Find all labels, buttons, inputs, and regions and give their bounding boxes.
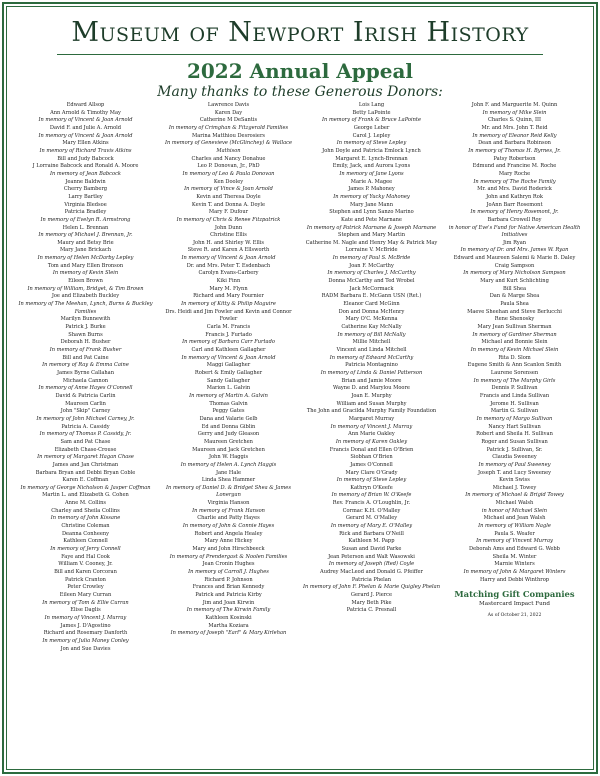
donor-name: Gerard M. O'Malley <box>345 515 398 522</box>
memorial-note: In memory of Paul S. McBride <box>332 255 411 262</box>
donor-name: Catherine M DeSantis <box>199 117 258 124</box>
donor-name: Peter Crowley <box>67 584 104 591</box>
donor-name: Dean and Barbara Robinson <box>478 140 551 147</box>
memorial-note: In memory of Julia Maney Conley <box>42 637 129 644</box>
donor-name: Rev. Francis A. O'Loughlin, Jr. <box>332 500 411 507</box>
memorial-note: In memory of Kevin Slein <box>52 270 119 277</box>
donor-name: Ann Marie Oakley <box>348 431 395 438</box>
title-divider <box>57 54 543 55</box>
donor-name: Francis J. Furtado <box>205 331 252 338</box>
donor-name: Michaela Cannon <box>62 377 109 384</box>
donor-name: Joe and Elizabeth Buckley <box>51 293 120 300</box>
donor-name: Kevin T. and Donna A. Doyle <box>191 201 266 208</box>
donor-name: Donna McCarthy and Ted Wrobel <box>328 278 415 285</box>
donor-name: William V. Cooney, Jr. <box>58 561 113 568</box>
donor-name: Kiki Finn <box>216 278 241 285</box>
donor-name: Patrick J. Sullivan, Sr. <box>486 446 543 453</box>
donor-name: Jerome H. Sullivan <box>490 400 539 407</box>
donor-name: Michael J. Towey <box>492 484 537 491</box>
memorial-note: In memory of Vince & Joan Arnold <box>184 186 273 193</box>
donor-name: Mary Jane Brickach <box>59 247 112 254</box>
donor-name: Bill and Pat Caine <box>62 354 109 361</box>
donor-name: Kate and Pete Marnane <box>341 216 402 223</box>
memorial-note: In memory of John Michael Carney, Jr. <box>36 415 135 422</box>
memorial-note: In memory of Mike Slein <box>482 109 547 116</box>
donor-name: Eileen Mary Curran <box>59 592 112 598</box>
memorial-note: In memory of The Roche Family <box>473 178 556 185</box>
memorial-note: In memory of The Meehan, Lynch, Burns & Buckley Families <box>18 301 153 315</box>
donor-name: Joan E. Murphy <box>351 392 392 399</box>
donor-column-4 <box>443 102 586 762</box>
donor-name: Ed and Donna Giblin <box>201 423 256 430</box>
donor-name: RADM Barbara E. McGann USN (Ret.) <box>321 293 422 300</box>
donor-name: Dan & Marge Shea <box>489 293 540 300</box>
header <box>0 18 600 101</box>
memorial-note: In memory of Margaret Hagan Chase <box>37 454 134 461</box>
memorial-note: In memory of Yucky Mahoney <box>333 193 410 200</box>
donor-name: Laurene Sorensen <box>490 369 539 376</box>
memorial-note: In memory of Paul Sweeney <box>478 461 551 468</box>
donor-name: Charlie and Patty Hayes <box>197 515 260 522</box>
memorial-note: In memory of The Murphy Girls <box>473 377 556 384</box>
donor-name: Joseph T. and Lucy Sweeney <box>477 469 552 476</box>
donor-name: Patrick J. Burke <box>65 324 106 331</box>
memorial-note: In memory of Frank Busher <box>49 347 122 353</box>
donor-column-3 <box>300 102 443 762</box>
memorial-note: In memory of Dr. and Mrs. James W. Ryan <box>460 247 569 254</box>
donor-name: Sheila M. Winter <box>492 553 537 560</box>
donor-name: Mary Roche <box>498 170 531 177</box>
memorial-note: In memory of Vincent & Joan Arnold <box>38 132 133 139</box>
donor-column-1 <box>14 102 157 762</box>
donor-name: Mary Jean Sullivan Sherman <box>477 324 552 331</box>
donor-name: Mary O'C. McKenna <box>345 316 398 323</box>
memorial-note: In memory of Eleanor Reid Kelly <box>472 132 557 139</box>
donor-name: Kathryn O'Keefe <box>350 484 393 491</box>
memorial-note: In memory of Carroll J. Hughes <box>188 569 269 576</box>
donor-name: Dennis P. Sullivan <box>491 385 538 392</box>
donor-name: Jim Ryan <box>502 239 527 246</box>
donor-name: Robert and Angela Healey <box>194 530 263 537</box>
memorial-note: In memory of Crimghan & Fitzgerald Families <box>168 124 289 131</box>
donor-name: Sam and Pat Chase <box>60 438 111 445</box>
donor-name: Catherine M. Nagle and Henry May & Patrick May <box>305 239 438 246</box>
donor-name: Charles S. Quinn, III <box>488 117 541 124</box>
memorial-note: In memory of Bill McNally <box>337 331 406 338</box>
donor-name: Rick and Barbara O'Neill <box>339 530 404 537</box>
memorial-note: In memory of Genevieve (McGlinchey) & Wallace Mathison <box>164 140 292 154</box>
donor-name: Steve R. and Karen A Ellsworth <box>187 247 270 254</box>
memorial-note: In memory of Joseph "Earl" & Mary Kirlehan <box>170 630 287 637</box>
donor-name: Barbara Bryan and Debbi Bryan Coble <box>35 469 136 476</box>
donor-name: Larry Bartley <box>68 193 103 200</box>
memorial-note: In memory of Gardiner Sherman <box>472 331 557 338</box>
donor-name: Paula S. Weafer <box>494 530 535 537</box>
donor-name: Kathleen M. Papp <box>348 538 395 545</box>
memorial-note: In memory of Jean Babcock <box>49 170 122 177</box>
donor-list-4 <box>443 102 586 584</box>
donor-name: Bill and Judy Babcock <box>57 155 114 162</box>
donor-name: Carolyn Evans-Carbery <box>198 270 259 277</box>
donor-name: Maureen and Jack Gretchen <box>192 446 265 453</box>
memorial-note: In memory of Linda & Daniel Patterson <box>320 369 423 376</box>
donor-name: Bill Shea <box>502 285 527 292</box>
thanks-line: Many thanks to these Generous Donors: <box>157 84 443 100</box>
donor-name: Patricia A. Cassidy <box>61 423 110 430</box>
donor-name: Brian and Jamie Moore <box>341 377 402 384</box>
donor-name: John H. and Shirley W. Ellis <box>193 239 264 246</box>
donor-name: Susan and David Parke <box>341 546 402 553</box>
memorial-note: In memory of Ray & Emma Caine <box>42 362 129 369</box>
donor-name: Jim and Joan Kirwin <box>202 599 255 606</box>
donor-name: Robert and Sheila H. Sullivan <box>476 431 553 438</box>
donor-name: Catherine Kay McNally <box>341 324 402 331</box>
donor-name: Francis Donal and Ellen O'Brien <box>329 446 414 453</box>
donor-name: Craig Sampson <box>494 262 535 269</box>
donor-name: Virginia Bledsoe <box>64 201 107 208</box>
donor-name: Eleanor Card McGinn <box>343 301 400 308</box>
donor-name: Patrick Cranton <box>65 576 106 583</box>
memorial-note: in honor of Michael Slein <box>481 507 548 514</box>
donor-name: The John and Gracilda Murphy Family Foundation <box>306 408 437 415</box>
donor-name: James P. Mahoney <box>348 186 395 193</box>
donor-name: Harry and Debbi Winthrop <box>479 576 550 583</box>
memorial-note: In memory of William Nagle <box>478 523 551 530</box>
donor-name: Margaret Murray <box>348 415 395 422</box>
donor-name: George Leber <box>353 124 390 131</box>
donor-name: Karen Day <box>214 109 243 116</box>
donor-name: Roger and Susan Sullivan <box>481 438 548 445</box>
donor-name: Frances and Brian Kennedy <box>192 584 265 591</box>
donor-name: Michael and Jean Walsh <box>483 515 546 522</box>
donor-name: David F. and Julie A. Arnold <box>49 124 122 131</box>
memorial-note: In memory of Helen A. Lynch Haggis <box>180 461 277 468</box>
donor-name: Jon and Sue Davies <box>60 645 111 652</box>
donor-name: Cherry Bamberg <box>63 186 108 193</box>
donor-name: Edward and Maureen Salemi & Marie B. Daley <box>453 255 576 262</box>
memorial-note: In memory of Jerry Connell <box>50 546 121 553</box>
donor-name: Charley and Sheila Collins <box>51 507 120 514</box>
donor-name: Mary Anne Hickey <box>204 538 253 545</box>
donor-name: Richard and Mary Fournier <box>193 293 264 300</box>
memorial-note: In memory of Frank Hanson <box>192 507 265 514</box>
donor-name: Elizabeth Chase-Crouse <box>54 446 117 453</box>
donor-name: Martha Koziara <box>208 622 249 629</box>
donor-name: Stephen and Mary Martin <box>337 232 406 239</box>
donor-name: Mary Jane Mann <box>350 201 393 208</box>
donor-name: Christine Ellis <box>210 232 247 239</box>
donor-name: Jean Peterson and Walt Wasowski <box>328 553 415 560</box>
matching-gift-title: Matching Gift Companies <box>454 589 575 600</box>
memorial-note: In memory of Henry Rosemont, Jr. <box>470 209 559 216</box>
memorial-note: In memory of Jane Lyons <box>339 170 404 177</box>
donor-name: Lawrence Davis <box>207 102 250 108</box>
donor-name: Lois Lang <box>358 102 385 108</box>
donor-name: Virginia Hanson <box>207 500 250 507</box>
donor-name: Barbara Crowell Roy <box>487 216 542 223</box>
donor-name: Lorraine V. McBride <box>345 247 398 254</box>
donor-name: John and Kathryn Rok <box>486 193 543 200</box>
memorial-note: In memory of John F. Phelan & Marie Quigley Phelan <box>303 584 440 591</box>
memorial-note: in honor of Eve's Fund for Native American Health Initiatives <box>448 224 581 239</box>
donor-name: Marnie Winters <box>494 561 535 568</box>
memorial-note: In memory of Michael & Brigid Towey <box>465 492 564 499</box>
donor-name: James Byrne Callahan <box>57 369 114 376</box>
donor-name: Nancy Hart Sullivan <box>488 423 541 430</box>
donor-name: John Doyle and Patricia Emlock Lynch <box>322 147 421 154</box>
donor-name: Karen E. Coffman <box>62 477 109 484</box>
donor-name: Maureen Carlin <box>65 400 106 407</box>
donor-name: Don and Donna McHenry <box>338 308 405 315</box>
memorial-note: In memory of Prendergast & Noolen Families <box>169 553 288 560</box>
matching-gift-company: Mastercard Impact Fund <box>479 601 550 608</box>
donor-name: Elise Daglis <box>70 607 101 614</box>
memorial-note: In memory of Richard Travis Atkins <box>39 147 132 154</box>
memorial-note: In memory of Helen McDarby Lepley <box>37 255 134 262</box>
donor-name: Mr. and Mrs. John T. Reid <box>481 124 548 131</box>
donor-name: Gerry and Judy Gleason <box>197 431 260 438</box>
donor-name: Kevin Swiss <box>499 477 530 484</box>
donor-name: Maureen Gretchen <box>204 438 253 445</box>
donor-name: Patsy Robertson <box>493 155 536 162</box>
donor-name: James O'Connell <box>350 461 393 468</box>
donor-name: John F. and Marguerite M. Quinn <box>471 102 558 108</box>
donor-name: Sandy Gallagher <box>207 377 250 384</box>
donor-name: Carol J. Lepley <box>352 132 391 139</box>
donor-name: Patricia Bradley <box>64 209 107 216</box>
donor-name: Mary Ellen Atkins <box>62 140 109 147</box>
memorial-note: In memory of Vincent Murray <box>476 538 553 545</box>
donor-name: Patricia Montagnino <box>345 362 398 369</box>
memorial-note: In memory of Mary E. O'Malley <box>330 523 413 530</box>
donor-name: Joan F. McCarthy <box>349 262 394 269</box>
memorial-note: In memory of George Nicholson & Jasper Coffman <box>20 484 151 491</box>
donor-name: Vincent and Linda Mitchell <box>336 347 407 353</box>
memorial-note: In memory of Charles J. McCarthy <box>327 270 416 277</box>
donor-name: Faye and Hal Cook <box>61 553 110 560</box>
donor-name: Jane Hale <box>215 469 242 476</box>
donor-name: Thomas Galvin <box>209 400 248 407</box>
memorial-note: In memory of Vincent J. Murray <box>44 614 127 621</box>
donor-name: David & Patricia Carlin <box>55 392 116 399</box>
donor-name: Jeanne Baldwin <box>65 178 106 185</box>
donor-name: Emily, Jack, and Aurora Lyons <box>332 163 411 170</box>
memorial-note: In memory of Thomas P. Cassidy, Jr. <box>39 431 132 438</box>
memorial-note: In memory of Evelyn R. Armstrong <box>40 216 131 223</box>
memorial-note: In memory of Tom & Ellie Curran <box>42 599 129 606</box>
donor-name: Carla M. Francis <box>206 324 251 331</box>
donor-name: Michael Walsh <box>495 500 534 507</box>
donor-name: Carl and Kathleen Gallagher <box>191 347 266 353</box>
memorial-note: In memory of Leo & Paula Donovan <box>182 170 275 177</box>
donor-name: James J. D'Agostino <box>60 622 111 629</box>
memorial-note: In memory of Patrick Marnane & Joseph Marnane <box>306 224 437 231</box>
memorial-note: In memory of John Kissane <box>50 515 121 522</box>
donor-name: Patrick and Patricia Kirby <box>195 592 262 598</box>
donor-name: Marina Matthiou Desrosiers <box>192 132 265 139</box>
donor-name: Eileen Brown <box>68 278 103 285</box>
memorial-note: In memory of Vincent J. Murray <box>330 423 413 430</box>
donor-name: Mary F. Dufour <box>208 209 249 216</box>
memorial-note: In memory of Edward McCarthy <box>329 354 414 361</box>
donor-name: Maeve Sheehan and Steve Berlucchi <box>467 308 562 315</box>
memorial-note: In memory of Vincent & Joan Arnold <box>38 117 133 124</box>
donor-name: Anne M. Collins <box>64 500 107 507</box>
page-title: Museum of Newport Irish History <box>71 17 529 48</box>
appeal-subtitle: 2022 Annual Appeal <box>186 59 414 83</box>
memorial-note: In memory of Barbara Carr Furtado <box>182 339 275 346</box>
donor-name: Shawn Burns <box>68 331 103 338</box>
donor-name: Ken Dooley <box>213 178 244 185</box>
memorial-note: In memory of Michael J. Brennan, Jr. <box>38 232 133 239</box>
donor-name: Audrey MacLeod and Donald G. Pfeiffer <box>320 569 423 576</box>
donor-name: Jean Cronin Hughes <box>202 561 255 568</box>
donor-name: John W. Haggis <box>208 454 249 461</box>
donor-name: Mary and Kurt Schlichting <box>480 278 549 285</box>
donor-name: Martin G. Sullivan <box>490 408 539 415</box>
donor-name: Mr. and Mrs. David Roderick <box>477 186 552 193</box>
donor-name: Mary Beth Pike <box>351 599 392 606</box>
donor-name: Rita D. Slom <box>498 354 531 361</box>
donor-name: Cormac K.H. O'Malley <box>342 507 401 514</box>
donor-name: Ann Arnold & Timothy May <box>50 109 121 116</box>
donor-name: Eugene Smith & Ann Scanlon Smith <box>467 362 562 369</box>
memorial-note: In memory of Frank & Bruce LaPointe <box>322 117 421 124</box>
donor-name: Betty LaPointe <box>352 109 391 116</box>
donor-name: John "Skip" Carney <box>60 408 111 415</box>
donor-name: Mary and John Hirschbeeck <box>192 546 265 553</box>
memorial-note: In memory of Thomas H. Byrnes, Jr. <box>468 147 561 154</box>
donor-name: Paula Shea <box>500 301 529 308</box>
donor-name: Maggi Gallagher <box>206 362 251 369</box>
memorial-note: In memory of The Kirwin Family <box>186 607 271 614</box>
donor-name: Kathleen Connell <box>63 538 108 545</box>
donor-name: Charles and Nancy Donahue <box>191 155 266 162</box>
donor-name: Wayne D. and Marylou Moore <box>333 385 410 392</box>
memorial-note: In memory of Daniel D. & Bridget Shea & James Lonergan <box>166 484 291 499</box>
memorial-note: In memory of Karen Oakley <box>335 438 408 445</box>
donor-name: Mary Clare O'Grady <box>345 469 398 476</box>
donor-name: Edmund and Francine M. Roche <box>472 163 557 170</box>
donor-name: Richard P. Johnson <box>204 576 253 583</box>
memorial-note: In memory of Steve Lepley <box>336 477 407 484</box>
donor-name: Deborah Ams and Edward G. Webb <box>469 546 560 553</box>
donor-name: Francis and Linda Sullivan <box>479 392 550 399</box>
donor-name: Mary M. Flynn <box>209 285 248 292</box>
memorial-note: In memory of Kevin Michael Slein <box>470 347 559 353</box>
donor-name: Marilyn Bunnewith <box>60 316 111 323</box>
donor-name: Marie A. Magee <box>350 178 393 185</box>
donor-name: Millie Mitchell <box>352 339 391 346</box>
donor-name: Kathleen Kosinski <box>205 614 252 621</box>
donor-name: Peggy Gates <box>212 408 245 415</box>
donor-name: Dana and Valarie Gelb <box>199 415 258 422</box>
memorial-note: In memory of Vincent & Joan Arnold <box>181 255 276 262</box>
donor-name: Marion L. Galvin <box>206 385 251 392</box>
donor-name: Jack McCormack <box>349 285 394 292</box>
as-of-date: As of October 21, 2022 <box>487 613 542 619</box>
memorial-note: In memory of Joseph (Red) Coyle <box>328 561 415 568</box>
donor-name: Linda Shea Hammer <box>201 477 256 484</box>
donor-name: Bill and Karen Corcoran <box>54 569 117 576</box>
donor-column-2 <box>157 102 300 762</box>
donor-name: Richard and Rosemary Danforth <box>43 630 128 637</box>
donor-name: Dr. and Mrs. Peter T. Esdenbach <box>186 262 271 269</box>
memorial-note: In memory of Steve Lepley <box>336 140 407 147</box>
donor-name: Martin L. and Elizabeth G. Cohen <box>42 492 129 499</box>
donor-name: Leo P. Donovan, Jr., PhD <box>197 163 260 170</box>
donor-name: Patricia Phelan <box>351 576 392 583</box>
donor-name: Michael and Bonnie Slein <box>481 339 548 346</box>
donor-name: Drs. Heidi and Jim Fowler and Kevin and Connor Fowler <box>165 308 292 323</box>
memorial-note: In memory of Mary Nicholson Sampson <box>463 270 566 277</box>
donor-name: Robert & Emily Gallagher <box>194 369 263 376</box>
donor-name: Deborah H. Busher <box>60 339 111 346</box>
donor-name: Stephen and Lynn Sanzo Marino <box>329 209 414 216</box>
memorial-note: In memory of Vincent & Joan Arnold <box>181 354 276 361</box>
donor-name: Edward Allsop <box>66 102 105 108</box>
donor-name: Claudia Sweeney <box>492 454 537 461</box>
donor-name: Christine Coleman <box>61 523 110 530</box>
donor-name: Gerard J. Pierce <box>350 592 393 598</box>
memorial-note: In memory of Chris & Renee Fitzpatrick <box>176 216 281 223</box>
donor-name: JoAnn Barr Rosemont <box>486 201 543 208</box>
memorial-note: In memory of Anne Hayes O'Connell <box>38 385 133 392</box>
memorial-note: In memory of Kitty & Philip Maguire <box>181 301 276 308</box>
donor-name: J Lorraine Babcock and Ronald A. Moore <box>32 163 139 170</box>
donor-name: Margaret E. Lynch-Brennan <box>335 155 408 162</box>
memorial-note: In memory of John & Margaret Winters <box>463 569 566 576</box>
memorial-note: In memory of William, Bridget, & Tim Brown <box>27 285 144 292</box>
memorial-note: In memory of Margo Sullivan <box>476 415 553 422</box>
memorial-note: In memory of Martin A. Galvin <box>189 392 268 399</box>
donor-name: William and Susan Murphy <box>336 400 407 407</box>
donor-name: John Dunn <box>214 224 243 231</box>
donor-name: Rene Shenosky <box>494 316 535 323</box>
donor-name: Helen L. Brennan <box>62 224 109 231</box>
donor-name: Deanna Conheeny <box>61 530 110 537</box>
memorial-note: In memory of Brian W. O'Keefe <box>331 492 412 499</box>
donor-name: Patricia C. Presnall <box>346 607 397 614</box>
donor-columns <box>14 102 586 762</box>
memorial-note: In memory of John & Connie Hayes <box>182 523 275 530</box>
donor-name: James and Jan Christman <box>52 461 119 468</box>
donor-name: Maury and Betsy Brie <box>57 239 114 246</box>
donor-name: Tom and Mary Ellen Bronson <box>47 262 124 269</box>
donor-name: Siobhan O'Brien <box>350 454 393 461</box>
donor-name: Kevin and Theresa Doyle <box>196 193 261 200</box>
